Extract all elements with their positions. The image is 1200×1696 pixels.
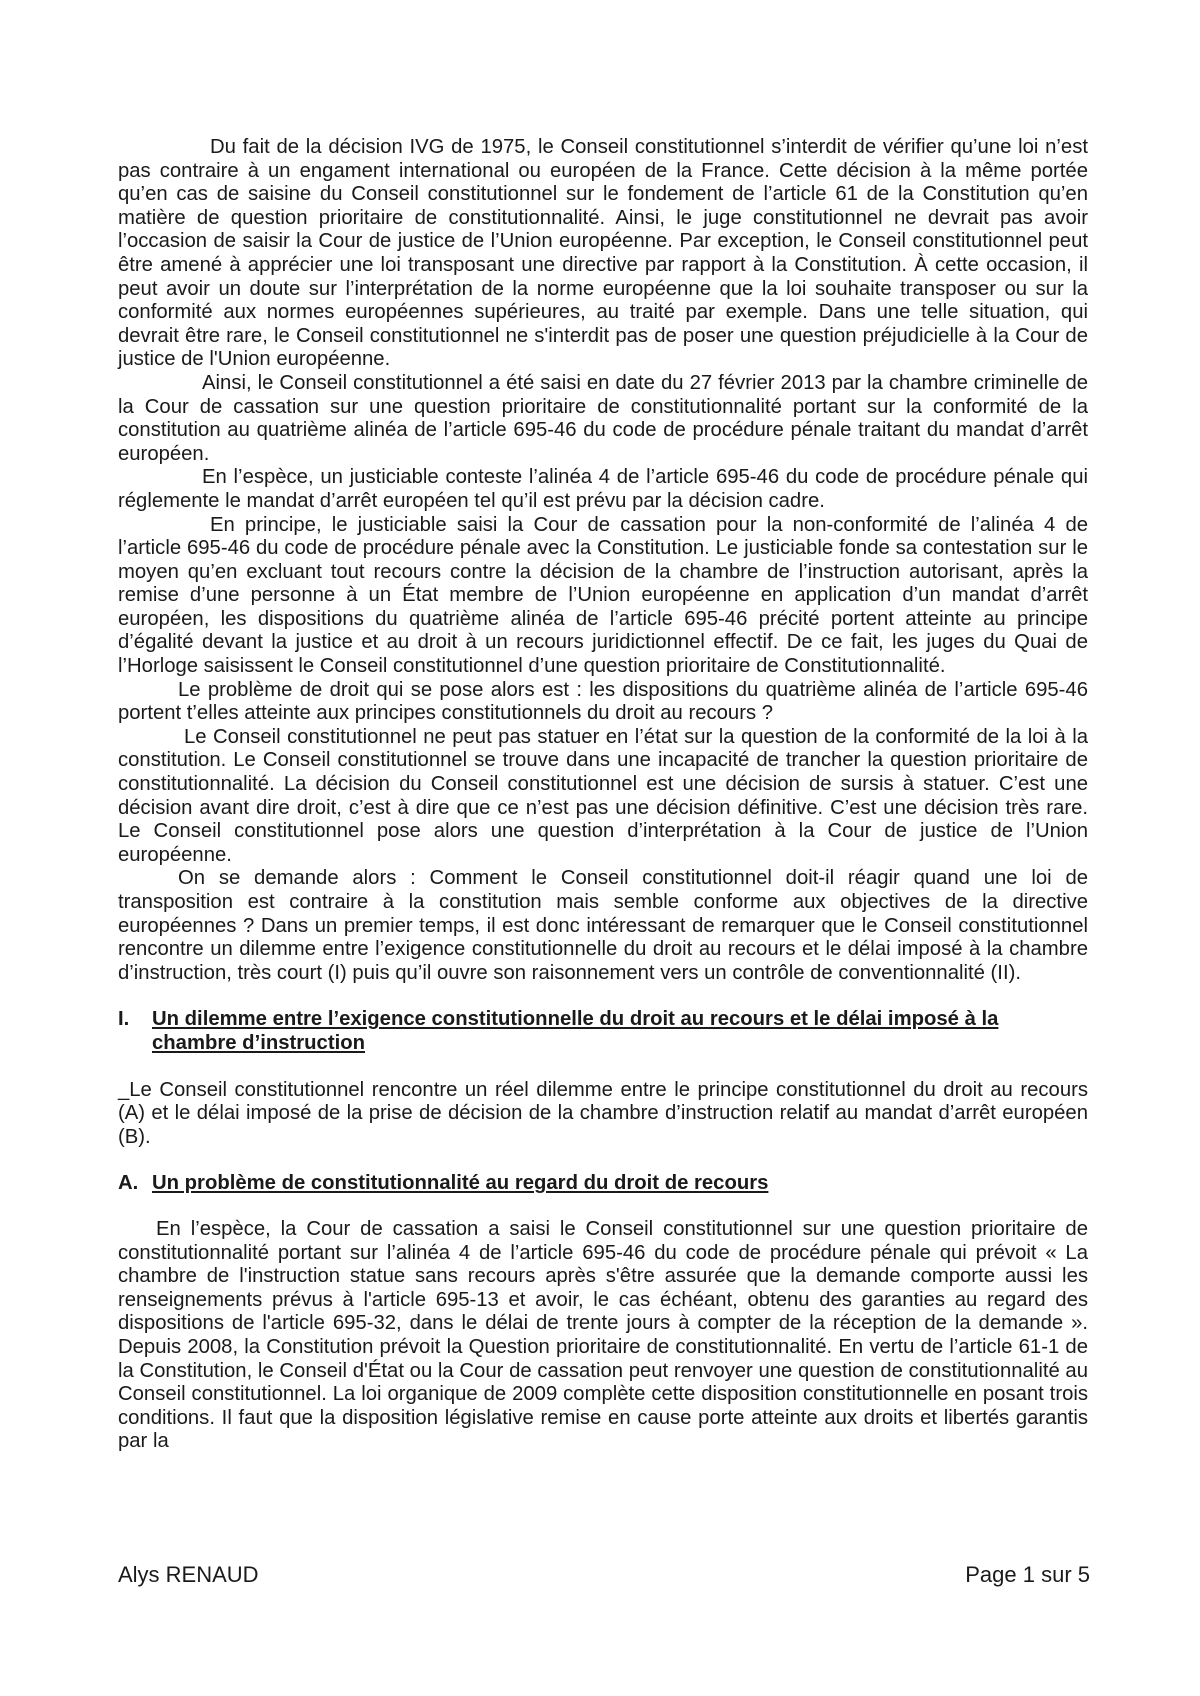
document-page: [118, 136, 1088, 1454]
paragraph-ivg: Du fait de la décision IVG de 1975, le Conseil constitutionnel s’interdit de vérifier qu’une loi n’est pas contraire à un engament international ou européen de la France. Cette décision à la même portée qu’en cas de saisine du Conseil constitutionnel sur le fondement de l’article 61 de la Constitution qu’en matière de question prioritaire de constitutionnalité. Ainsi, le juge constitutionnel ne devrait pas avoir l’occasion de saisir la Cour de justice de l’Union européenne. Par exception, le Conseil constitutionnel peut être amené à apprécier une loi transposant une directive par rapport à la Constitution. À cette occasion, il peut avoir un doute sur l’interprétation de la norme européenne que la loi souhaite transposer ou sur la conformité aux normes européennes supérieures, au traité par exemple. Dans une telle situation, qui devrait être rare, le Conseil constitutionnel ne s'interdit pas de poser une question préjudicielle à la Cour de justice de l'Union européenne.: [118, 136, 1088, 371]
paragraph-annonce: On se demande alors : Comment le Conseil constitutionnel doit-il réagir quand une loi de transposition est contraire à la constitution mais semble conforme aux objectives de la directive européennes ? Dans un premier temps, il est donc intéressant de remarquer que le Conseil constitutionnel rencontre un dilemme entre l’exigence constitutionnelle du droit au recours et le délai imposé à la chambre d’instruction, très court (I) puis qu’il ouvre son raisonnement vers un contrôle de conventionnalité (II).: [118, 867, 1088, 984]
section-A-body: En l’espèce, la Cour de cassation a saisi le Conseil constitutionnel sur une question prioritaire de constitutionnalité portant sur l’alinéa 4 de l’article 695-46 du code de procédure pénale qui prévoit « La chambre de l'instruction statue sans recours après s'être assurée que la demande comporte aussi les renseignements prévus à l'article 695-13 et avoir, le cas échéant, obtenu des garanties au regard des dispositions de l'article 695-32, dans le délai de trente jours à compter de la réception de la demande ». Depuis 2008, la Constitution prévoit la Question prioritaire de constitutionnalité. En vertu de l’article 61-1 de la Constitution, le Conseil d'État ou la Cour de cassation peut renvoyer une question de constitutionnalité au Conseil constitutionnel. La loi organique de 2009 complète cette disposition constitutionnelle en posant trois conditions. Il faut que la disposition législative remise en cause porte atteinte aux droits et libertés garantis par la: [118, 1217, 1088, 1453]
subsection-title: Un problème de constitutionnalité au regard du droit de recours: [152, 1172, 769, 1195]
section-number: I.: [118, 1008, 130, 1031]
page-footer: [118, 1562, 1090, 1588]
section-heading-A: [118, 1172, 1088, 1196]
section-title: Un dilemme entre l’exigence constitutionnelle du droit au recours et le délai imposé à la chambre d’instruction: [152, 1008, 999, 1054]
paragraph-espece: En l’espèce, un justiciable conteste l’alinéa 4 de l’article 695-46 du code de procédure pénale qui réglemente le mandat d’arrêt européen tel qu’il est prévu par la décision cadre.: [118, 466, 1088, 512]
footer-page-number: Page 1 sur 5: [965, 1562, 1090, 1587]
section-heading-I: [118, 1008, 1088, 1055]
paragraph-probleme: Le problème de droit qui se pose alors est : les dispositions du quatrième alinéa de l’article 695-46 portent t’elles atteinte aux principes constitutionnels du droit au recours ?: [118, 678, 1088, 725]
paragraph-principe: En principe, le justiciable saisi la Cour de cassation pour la non-conformité de l’alinéa 4 de l’article 695-46 du code de procédure pénale avec la Constitution. Le justiciable fonde sa contestation sur le moyen qu’en excluant tout recours contre la décision de la chambre de l’instruction autorisant, après la remise d’une personne à un État membre de l’Union européenne en application d’un mandat d’arrêt européen, les dispositions du quatrième alinéa de l’article 695-46 précité portent atteinte au principe d’égalité devant la justice et au droit à un recours juridictionnel effectif. De ce fait, les juges du Quai de l’Horloge saisissent le Conseil constitutionnel d’une question prioritaire de Constitutionnalité.: [118, 513, 1088, 678]
paragraph-saisine: Ainsi, le Conseil constitutionnel a été saisi en date du 27 février 2013 par la chambre criminelle de la Cour de cassation sur une question prioritaire de constitutionnalité portant sur la conformité de la constitution au quatrième alinéa de l’article 695-46 du code de procédure pénale traitant du mandat d’arrêt européen.: [118, 371, 1088, 465]
subsection-number: A.: [118, 1172, 139, 1195]
paragraph-sursis: Le Conseil constitutionnel ne peut pas statuer en l’état sur la question de la conformité de la loi à la constitution. Le Conseil constitutionnel se trouve dans une incapacité de trancher la question prioritaire de constitutionnalité. La décision du Conseil constitutionnel est une décision de sursis à statuer. C’est une décision avant dire droit, c’est à dire que ce n’est pas une décision définitive. C’est une décision très rare. Le Conseil constitutionnel pose alors une question d’interprétation à la Cour de justice de l’Union européenne.: [118, 725, 1088, 866]
section-I-intro: _Le Conseil constitutionnel rencontre un réel dilemme entre le principe constitutionnel du droit au recours (A) et le délai imposé de la prise de décision de la chambre d’instruction relatif au mandat d’arrêt européen (B).: [118, 1078, 1088, 1148]
footer-author: Alys RENAUD: [118, 1562, 259, 1587]
